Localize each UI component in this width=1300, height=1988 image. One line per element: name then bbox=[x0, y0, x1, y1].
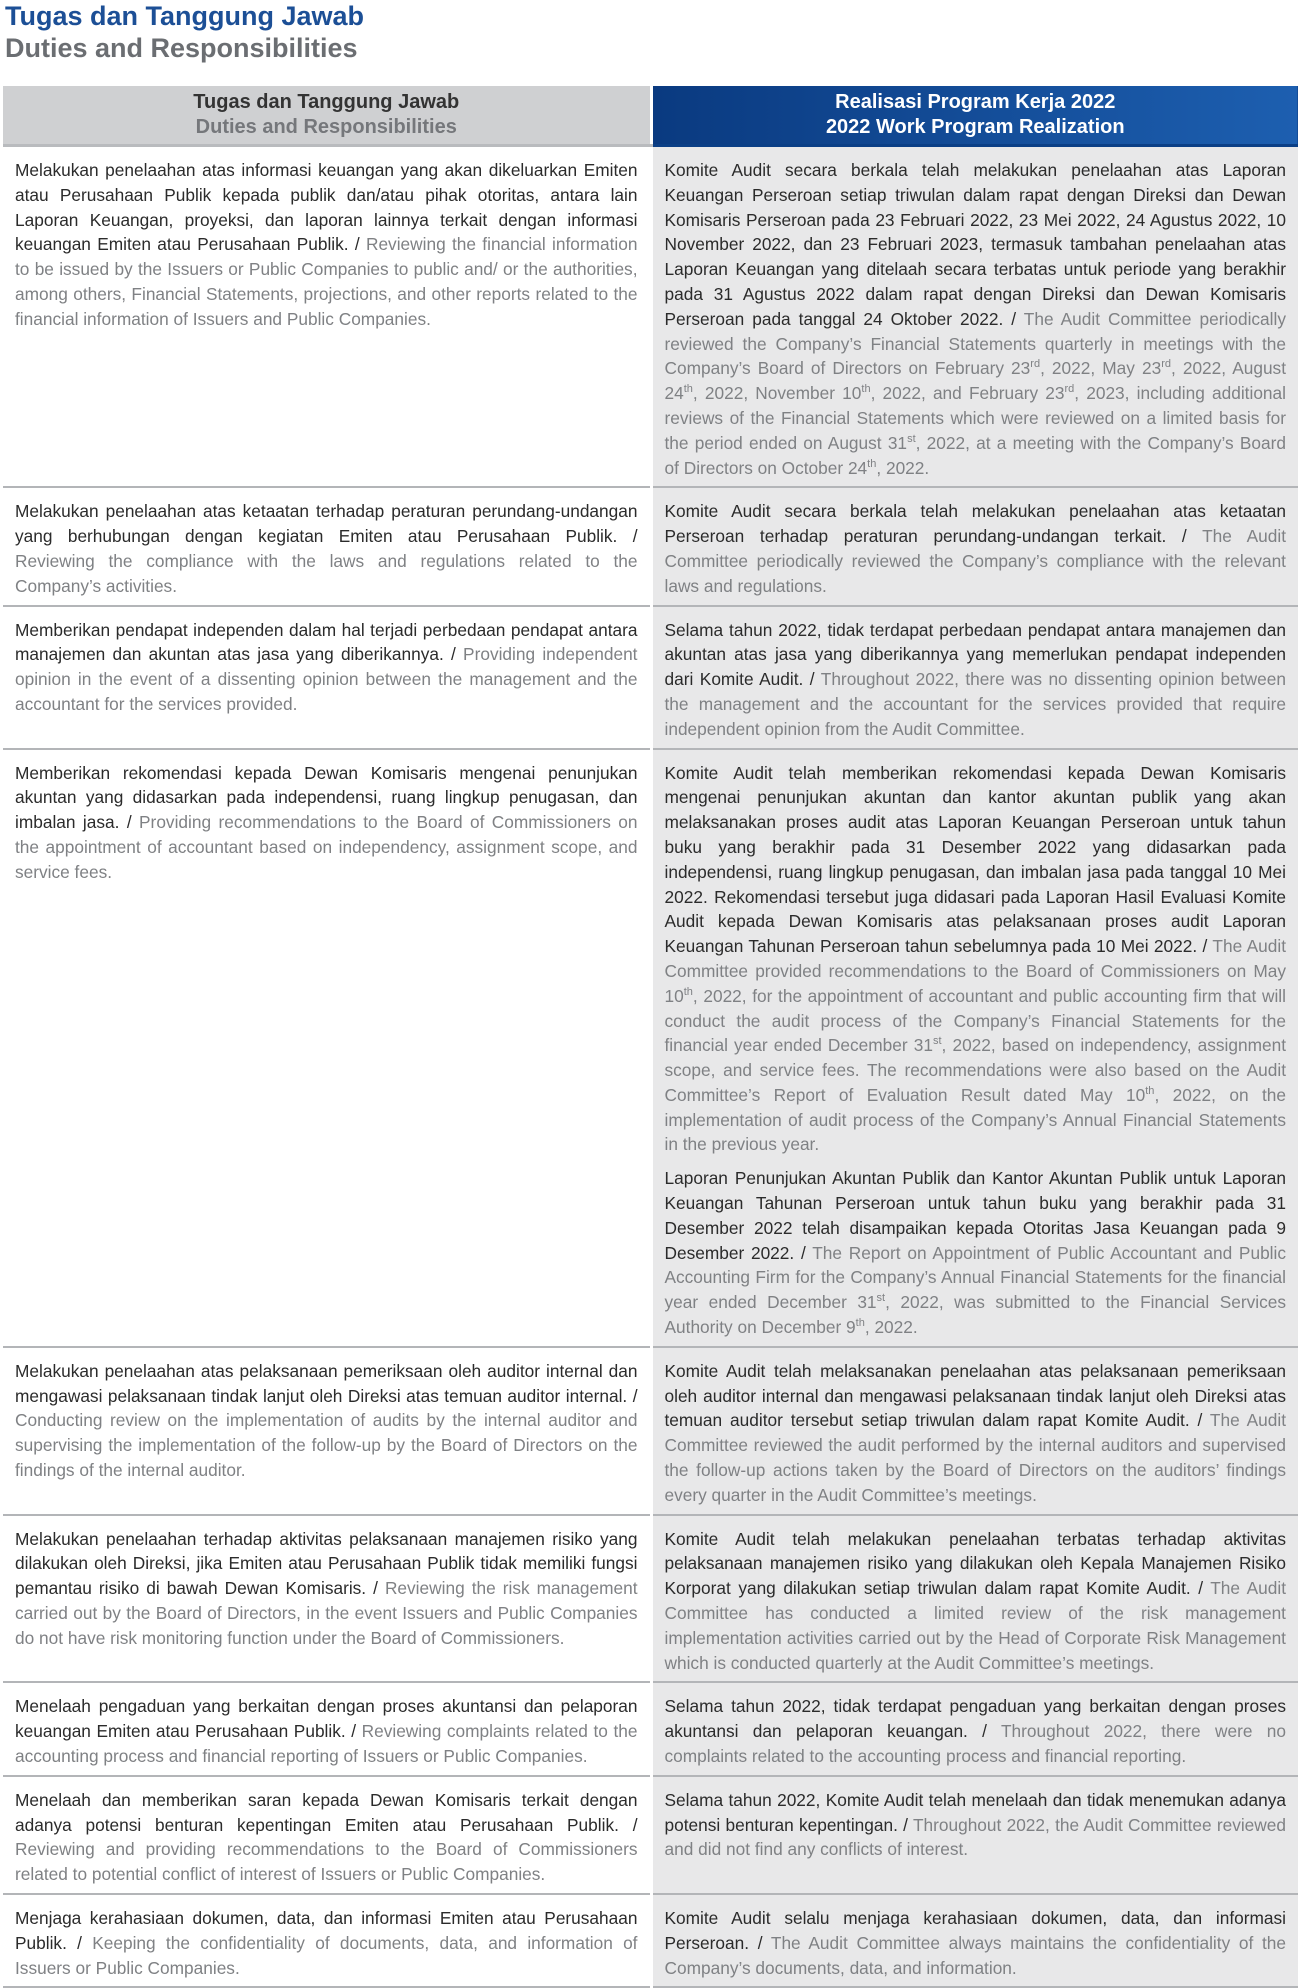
duty-text-en: Reviewing the financial information to be issued by the Issuers or Public Companies to public and/ or the authorities, among others, Financial Statements, projections, and other reports related to the financial information of Issuers and Public Companies. bbox=[15, 234, 638, 329]
realization-text-en: The Audit Committee periodically reviewed the Company’s compliance with the relevant laws and regulations. bbox=[664, 526, 1287, 596]
realization-text bbox=[665, 1359, 1287, 1508]
duty-text-en: Reviewing the risk management carried out by the Board of Directors, in the event Issuers and Public Companies do not have risk monitoring function under the Board of Commissioners. bbox=[15, 1578, 638, 1648]
realization-cell bbox=[651, 1776, 1298, 1894]
header-duties-en: Duties and Responsibilities bbox=[195, 116, 457, 138]
duty-text-en: Providing recommendations to the Board of Commissioners on the appointment of accountant based on independency, assignment scope, and service fees. bbox=[15, 812, 638, 882]
realization-text bbox=[665, 1527, 1287, 1676]
realization-text bbox=[665, 1906, 1287, 1980]
realization-text-en: Throughout 2022, the Audit Committee reviewed and did not find any conflicts of interest. bbox=[664, 1814, 1286, 1860]
duty-text bbox=[15, 618, 638, 717]
duty-cell bbox=[3, 606, 651, 749]
realization-cell bbox=[651, 1682, 1298, 1775]
realization-text-en: The Audit Committee provided recommendations to the Board of Commissioners on May 10th, 2022, for the appointment of accountant and public accounting firm that will conduct the audit process of the Company’s Financial Statements for the financial year ended December 31st, 2022, based on independency, assignment scope, and service fees. The recommendations were also based on the Audit Committee’s Report of Evaluation Result dated May 10th, 2022, on the implementation of audit process of the Company’s Annual Financial Statements in the previous year. bbox=[664, 936, 1286, 1155]
table-row bbox=[3, 1894, 1298, 1987]
duty-text-en: Providing independent opinion in the event of a dissenting opinion between the management and the accountant for the services provided. bbox=[15, 644, 638, 714]
duty-text-id: Melakukan penelaahan atas ketaatan terhadap peraturan perundang-undangan yang berhubungan dengan kegiatan Emiten atau Perusahaan Publik. / bbox=[15, 501, 638, 547]
realization-text bbox=[665, 1694, 1287, 1768]
table-row bbox=[3, 1347, 1298, 1515]
table-row bbox=[3, 1776, 1298, 1894]
realization-text bbox=[665, 761, 1287, 1158]
table-row bbox=[3, 146, 1298, 488]
realization-cell bbox=[651, 146, 1298, 488]
duty-cell bbox=[3, 1776, 651, 1894]
realization-text-id: Komite Audit secara berkala telah melakukan penelaahan atas ketaatan Perseroan terhadap peraturan perundang-undangan terkait. / bbox=[664, 501, 1286, 547]
duty-cell bbox=[3, 749, 651, 1347]
realization-cell bbox=[651, 1515, 1298, 1683]
table-row bbox=[3, 749, 1298, 1347]
duty-text bbox=[15, 1788, 638, 1887]
realization-text-id: Komite Audit secara berkala telah melakukan penelaahan atas Laporan Keuangan Perseroan setiap triwulan dalam rapat dengan Direksi dan Dewan Komisaris Perseroan pada 23 Februari 2022, 23 Mei 2022, 24 Agustus 2022, 10 November 2022, dan 23 Februari 2023, termasuk tambahan penelaahan atas Laporan Keuangan yang ditelaah secara terbatas untuk periode yang berakhir pada 31 Agustus 2022 dalam rapat dengan Direksi dan Dewan Komisaris Perseroan pada tanggal 24 Oktober 2022. / bbox=[664, 160, 1286, 329]
duty-text-id: Memberikan pendapat independen dalam hal terjadi perbedaan pendapat antara manajemen dan akuntan atas jasa yang diberikannya. / bbox=[15, 619, 638, 665]
realization-text-en: Throughout 2022, there were no complaints related to the accounting process and financial reporting. bbox=[664, 1721, 1286, 1767]
table-row bbox=[3, 1515, 1298, 1683]
realization-cell bbox=[651, 1347, 1298, 1515]
duty-cell bbox=[3, 1347, 651, 1515]
duty-cell bbox=[3, 1894, 651, 1987]
realization-text-en: The Audit Committee always maintains the confidentiality of the Company’s documents, data, and information. bbox=[664, 1932, 1286, 1978]
duty-text bbox=[15, 761, 638, 885]
realization-cell bbox=[651, 487, 1298, 605]
header-realization-id: Realisasi Program Kerja 2022 bbox=[835, 91, 1116, 113]
duties-table bbox=[3, 86, 1298, 1988]
realization-cell bbox=[651, 1894, 1298, 1987]
table-row bbox=[3, 606, 1298, 749]
page-title: Tugas dan Tanggung Jawab bbox=[5, 1, 365, 31]
duty-text bbox=[15, 499, 638, 598]
duty-text-id: Menelaah pengaduan yang berkaitan dengan proses akuntansi dan pelaporan keuangan Emiten atau Perusahaan Publik. / bbox=[15, 1696, 638, 1742]
table-row bbox=[3, 487, 1298, 605]
duty-cell bbox=[3, 146, 651, 488]
header-duties-id: Tugas dan Tanggung Jawab bbox=[193, 91, 460, 113]
realization-text-id: Komite Audit telah melaksanakan penelaahan atas pelaksanaan pemeriksaan oleh auditor internal dan mengawasi pelaksanaan tindak lanjut oleh Direksi atas temuan auditor tersebut setiap triwulan dalam rapat Komite Audit. / bbox=[664, 1360, 1286, 1431]
realization-text bbox=[665, 1788, 1287, 1862]
duty-text-id: Menjaga kerahasiaan dokumen, data, dan informasi Emiten atau Perusahaan Publik. / bbox=[15, 1908, 638, 1953]
duty-text bbox=[15, 1527, 638, 1651]
duty-text bbox=[15, 1694, 638, 1768]
realization-text bbox=[665, 618, 1287, 742]
realization-text-id: Selama tahun 2022, tidak terdapat pengaduan yang berkaitan dengan proses akuntansi dan pelaporan keuangan. / bbox=[664, 1696, 1286, 1742]
page-heading bbox=[5, 0, 364, 64]
duty-text-en: Reviewing the compliance with the laws and regulations related to the Company’s activities. bbox=[15, 550, 638, 596]
realization-text-id: Komite Audit selalu menjaga kerahasiaan dokumen, data, dan informasi Perseroan. / bbox=[664, 1908, 1286, 1953]
duty-text-id: Memberikan rekomendasi kepada Dewan Komisaris mengenai penunjukan akuntan yang didasarkan pada independensi, ruang lingkup penugasan, dan imbalan jasa. / bbox=[15, 762, 638, 833]
realization-text-en: Throughout 2022, there was no dissenting opinion between the management and the accountant for the services provided that require independent opinion from the Audit Committee. bbox=[664, 669, 1286, 739]
duty-text bbox=[15, 1906, 638, 1980]
realization-text-en: The Audit Committee periodically reviewed the Company’s Financial Statements quarterly in meetings with the Company’s Board of Directors on February 23rd, 2022, May 23rd, 2022, August 24th, 2022, November 10th, 2022, and February 23rd, 2023, including additional reviews of the Financial Statements which were reviewed on a limited basis for the period ended on August 31st, 2022, at a meeting with the Company’s Board of Directors on October 24th, 2022. bbox=[664, 308, 1286, 478]
duty-text bbox=[15, 158, 638, 332]
duty-text-en: Keeping the confidentiality of documents, data, and information of Issuers or Public Companies. bbox=[15, 1932, 638, 1978]
realization-cell bbox=[651, 749, 1298, 1347]
page-subtitle: Duties and Responsibilities bbox=[5, 33, 358, 63]
header-realization-en: 2022 Work Program Realization bbox=[825, 116, 1125, 138]
table-row bbox=[3, 1682, 1298, 1775]
duty-cell bbox=[3, 1682, 651, 1775]
duty-text-id: Melakukan penelaahan atas informasi keuangan yang akan dikeluarkan Emiten atau Perusahaan Publik kepada publik dan/atau pihak otoritas, antara lain Laporan Keuangan, proyeksi, dan laporan lainnya terkait dengan informasi keuangan Emiten atau Perusahaan Publik. / bbox=[15, 160, 638, 255]
header-duties bbox=[3, 86, 651, 146]
realization-text-en: The Audit Committee reviewed the audit performed by the internal auditors and supervised the follow-up actions taken by the Board of Directors on the auditors’ findings every quarter in the Audit Committee’s meetings. bbox=[664, 1410, 1287, 1505]
realization-text bbox=[665, 499, 1287, 598]
realization-text-id: Komite Audit telah melakukan penelaahan terbatas terhadap aktivitas pelaksanaan manajemen risiko yang dilakukan oleh Kepala Manajemen Risiko Korporat yang dilakukan setiap triwulan dalam rapat Komite Audit. / bbox=[664, 1528, 1286, 1599]
realization-text-2-en: The Report on Appointment of Public Accountant and Public Accounting Firm for the Company’s Annual Financial Statements for the financial year ended December 31st, 2022, was submitted to the Financial Services Authority on December 9th, 2022. bbox=[664, 1242, 1287, 1338]
duty-text-en: Conducting review on the implementation of audits by the internal auditor and supervising the implementation of the follow-up by the Board of Directors on the findings of the internal auditor. bbox=[15, 1410, 638, 1481]
realization-text bbox=[665, 158, 1287, 480]
duty-text-id: Menelaah dan memberikan saran kepada Dewan Komisaris terkait dengan adanya potensi benturan kepentingan Emiten atau Perusahaan Publik. / bbox=[15, 1789, 638, 1835]
header-realization bbox=[651, 86, 1298, 146]
duty-text-en: Reviewing complaints related to the accounting process and financial reporting of Issuers or Public Companies. bbox=[15, 1721, 638, 1767]
duty-text bbox=[15, 1359, 638, 1483]
duty-text-en: Reviewing and providing recommendations to the Board of Commissioners related to potential conflict of interest of Issuers or Public Companies. bbox=[15, 1839, 638, 1885]
duty-cell bbox=[3, 1515, 651, 1683]
duty-cell bbox=[3, 487, 651, 605]
realization-text-2-id: Laporan Penunjukan Akuntan Publik dan Kantor Akuntan Publik untuk Laporan Keuangan Tahunan Perseroan untuk tahun buku yang berakhir pada 31 Desember 2022 telah disampaikan kepada Otoritas Jasa Keuangan pada 9 Desember 2022. / bbox=[664, 1168, 1286, 1263]
duty-text-id: Melakukan penelaahan terhadap aktivitas pelaksanaan manajemen risiko yang dilakukan oleh Direksi, jika Emiten atau Perusahaan Publik tidak memiliki fungsi pemantau risiko di bawah Dewan Komisaris. / bbox=[15, 1528, 638, 1599]
realization-text-id: Selama tahun 2022, Komite Audit telah menelaah dan tidak menemukan adanya potensi benturan kepentingan. / bbox=[664, 1789, 1286, 1835]
table-header-row bbox=[3, 86, 1298, 146]
realization-text-id: Selama tahun 2022, tidak terdapat perbedaan pendapat antara manajemen dan akuntan atas jasa yang diberikannya yang memerlukan pendapat independen dari Komite Audit. / bbox=[664, 619, 1286, 690]
realization-text-en: The Audit Committee has conducted a limited review of the risk management implementation activities carried out by the Head of Corporate Risk Management which is conducted quarterly at the Audit Committee’s meetings. bbox=[664, 1578, 1286, 1673]
realization-text-2 bbox=[665, 1166, 1287, 1340]
duty-text-id: Melakukan penelaahan atas pelaksanaan pemeriksaan oleh auditor internal dan mengawasi pelaksanaan tindak lanjut oleh Direksi atas temuan auditor internal. / bbox=[15, 1360, 638, 1406]
realization-text-id: Komite Audit telah memberikan rekomendasi kepada Dewan Komisaris mengenai penunjukan akuntan dan kantor akuntan publik yang akan melaksanakan proses audit atas Laporan Keuangan Perseroan untuk tahun buku yang berakhir pada 31 Desember 2022 yang didasarkan pada independensi, ruang lingkup penugasan, dan imbalan jasa pada tanggal 10 Mei 2022. Rekomendasi tersebut juga didasari pada Laporan Hasil Evaluasi Komite Audit kepada Dewan Komisaris atas pelaksanaan proses audit Laporan Keuangan Tahunan Perseroan tahun sebelumnya pada 10 Mei 2022. / bbox=[664, 762, 1286, 957]
realization-cell bbox=[651, 606, 1298, 749]
